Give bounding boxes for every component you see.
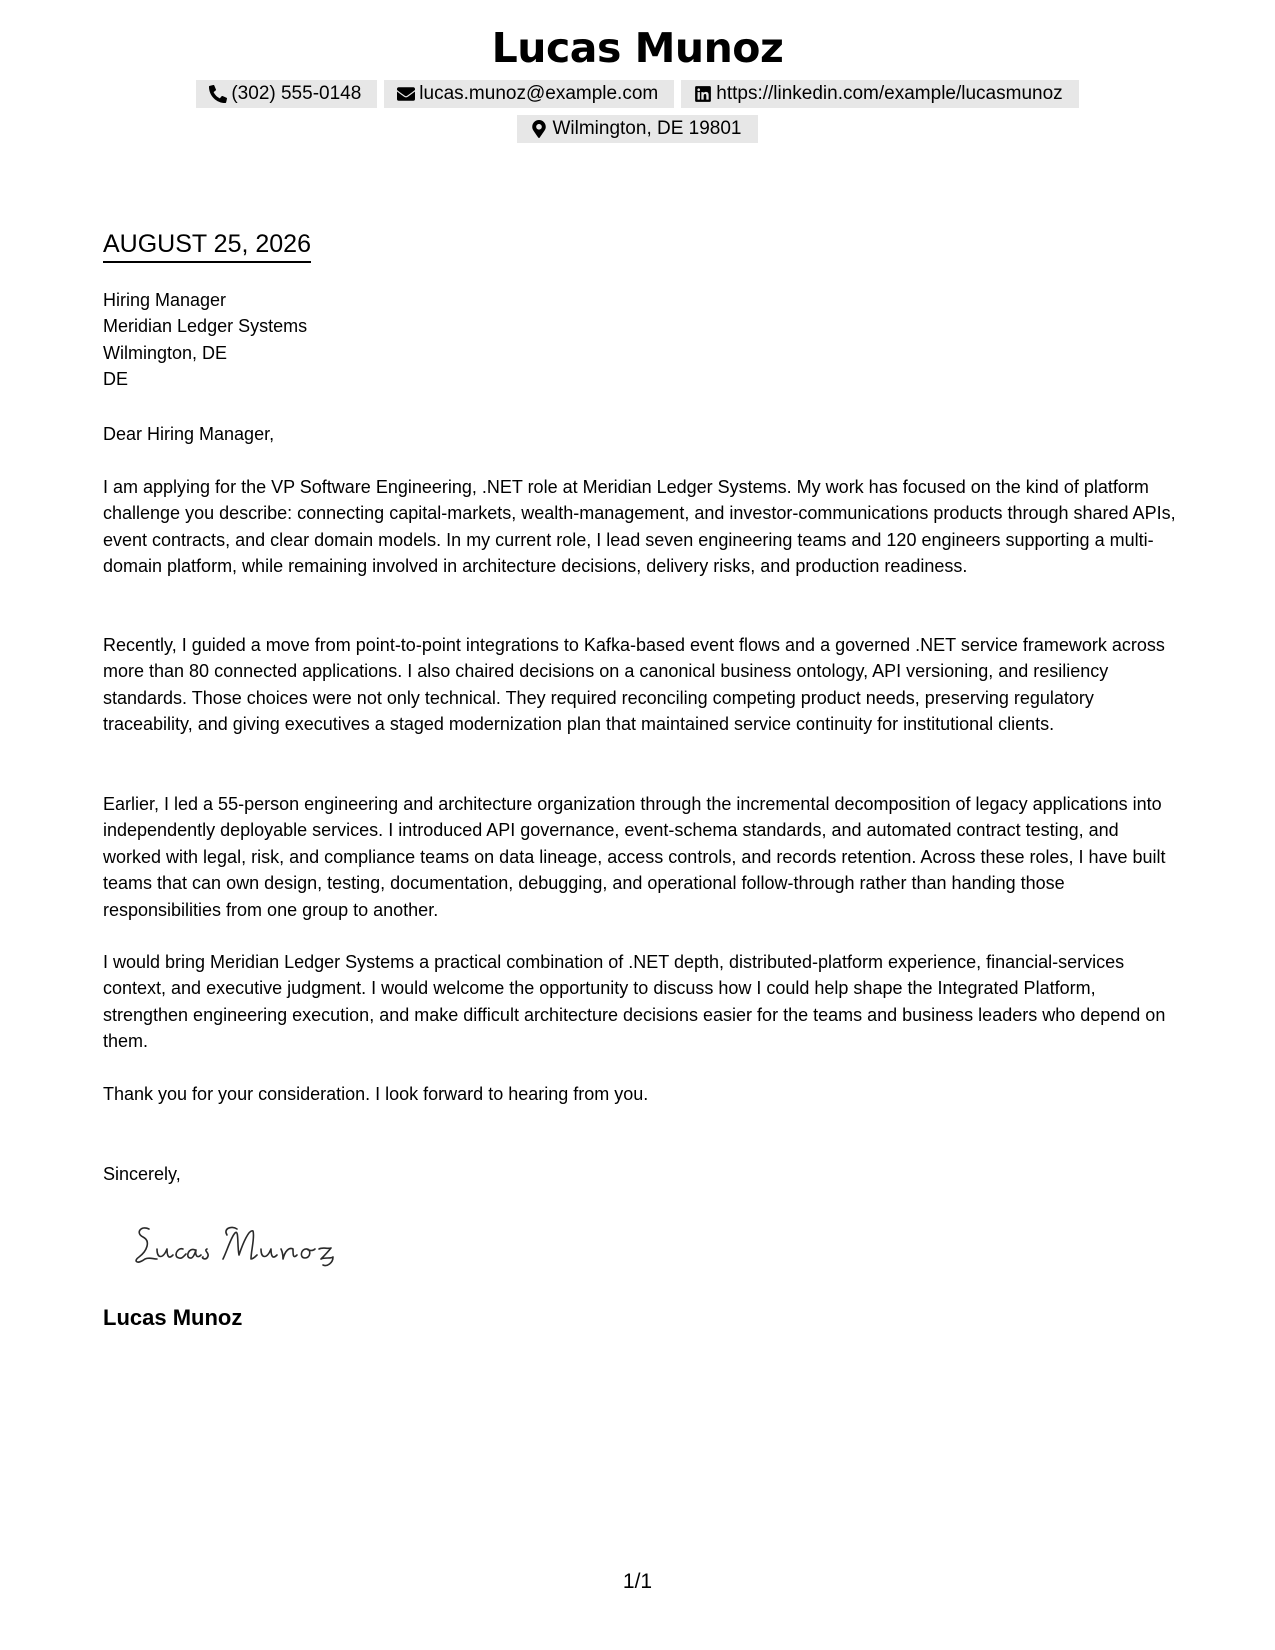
location-chip	[517, 115, 757, 143]
salutation: Dear Hiring Manager,	[103, 424, 275, 444]
handwritten-signature	[127, 1215, 347, 1271]
email-chip	[384, 80, 674, 108]
linkedin-icon	[694, 85, 712, 103]
recipient-line: DE	[103, 369, 129, 390]
letter-date: AUGUST 25, 2026	[103, 228, 311, 263]
linkedin-chip	[681, 80, 1078, 108]
recipient-line: Meridian Ledger Systems	[103, 316, 308, 337]
body-paragraph: Recently, I guided a move from point-to-point integrations to Kafka-based event flows and a governed .NET service framework across more than 80 connected applications. I also chaired decisions on a canonical business ontology, API versioning, and resiliency standards. Those choices were not only technical. They required reconciling competing product needs, preserving regulatory traceability, and giving executives a staged modernization plan that maintained service continuity for institutional clients.	[103, 635, 1165, 735]
page-number: 1/1	[622, 1570, 653, 1593]
phone-icon	[209, 85, 227, 103]
location-text: Wilmington, DE 19801	[552, 118, 742, 139]
phone-chip	[196, 80, 377, 108]
applicant-name: Lucas Munoz	[491, 24, 784, 72]
linkedin-text: https://linkedin.com/example/lucasmunoz	[716, 83, 1063, 104]
map-marker-icon	[530, 120, 548, 138]
body-paragraph: Earlier, I led a 55-person engineering and architecture organization through the incremental decomposition of legacy applications into independently deployable services. I introduced API governance, event-schema standards, and automated contract testing, and worked with legal, risk, and compliance teams on data lineage, access controls, and records retention. Across these roles, I have built teams that can own design, testing, documentation, debugging, and operational follow-through rather than handing those responsibilities from one group to another.	[103, 794, 1166, 920]
body-paragraph: I am applying for the VP Software Engineering, .NET role at Meridian Ledger Systems. My work has focused on the kind of platform challenge you describe: connecting capital-markets, wealth-management, and investor-communications products through shared APIs, event contracts, and clear domain models. In my current role, I lead seven engineering teams and 120 engineers supporting a multi-domain platform, while remaining involved in architecture decisions, delivery risks, and production readiness.	[103, 477, 1176, 577]
body-paragraph: I would bring Meridian Ledger Systems a practical combination of .NET depth, distributed-platform experience, financial-services context, and executive judgment. I would welcome the opportunity to discuss how I could help shape the Integrated Platform, strengthen engineering execution, and make difficult architecture decisions easier for the teams and business leaders who depend on them.	[103, 952, 1166, 1052]
signed-name: Lucas Munoz	[103, 1305, 243, 1330]
phone-text: (302) 555-0148	[231, 83, 362, 104]
contact-row	[0, 115, 1275, 143]
contact-row	[0, 80, 1275, 108]
email-text: lucas.munoz@example.com	[419, 83, 659, 104]
recipient-line: Wilmington, DE	[103, 342, 228, 363]
closing: Sincerely,	[103, 1164, 181, 1184]
envelope-icon	[397, 85, 415, 103]
recipient-line: Hiring Manager	[103, 290, 227, 310]
recipient-block	[103, 287, 1178, 393]
thanks-line: Thank you for your consideration. I look forward to hearing from you.	[103, 1084, 649, 1104]
